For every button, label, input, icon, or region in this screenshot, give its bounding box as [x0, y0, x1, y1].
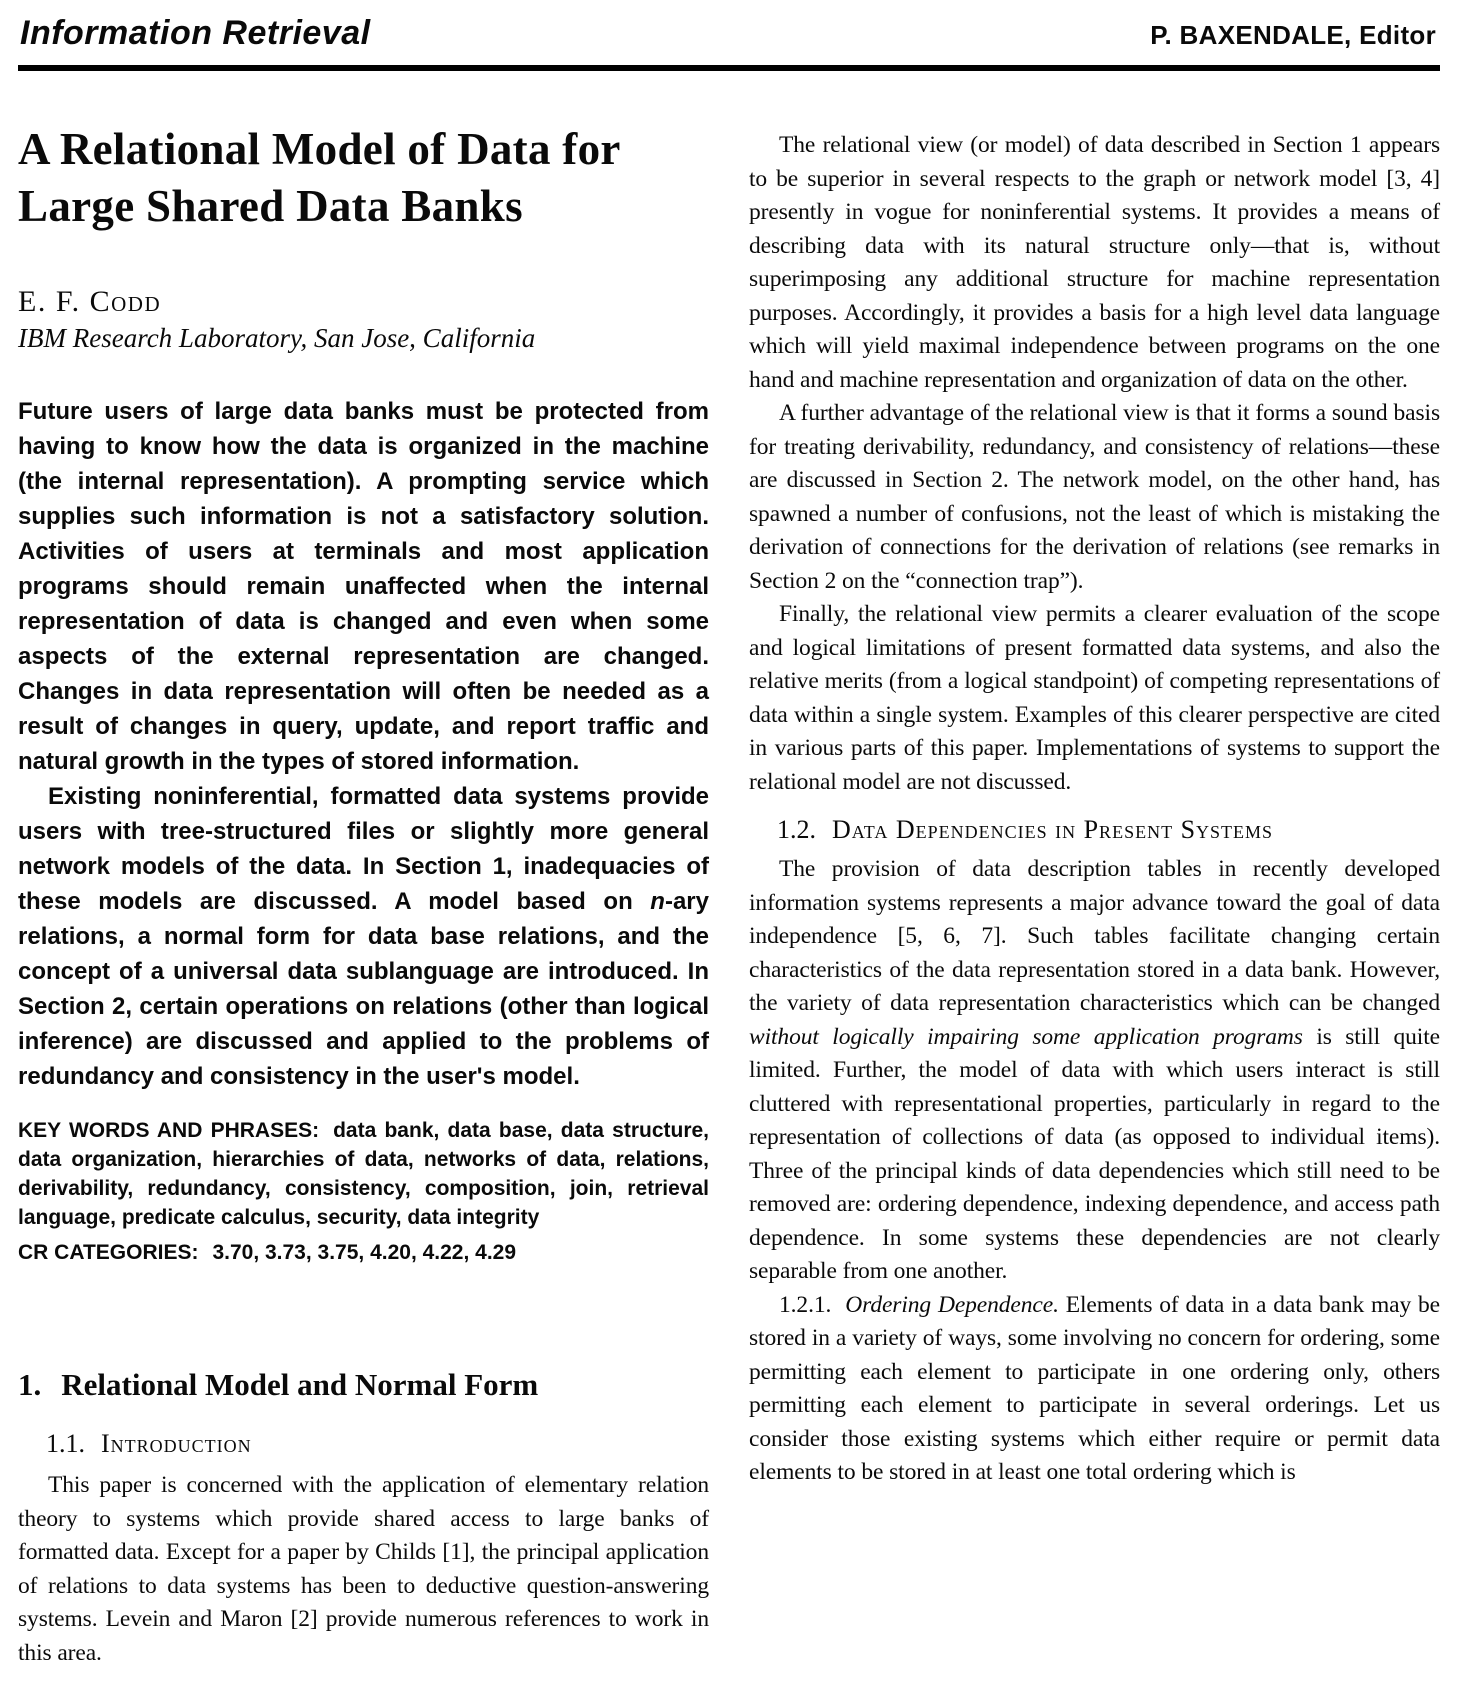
author-affiliation: IBM Research Laboratory, San Jose, California	[18, 323, 536, 353]
paragraph-further-advantage: A further advantage of the relational view is that it forms a sound basis for treating derivability, redundancy, and consistency of relations—these are discussed in Section 2. The network model, on the other hand, has spawned a number of confusions, not the least of which is mistaking the derivation of connections for the derivation of relations (see remarks in Section 2 on the “connection trap”).	[749, 400, 1440, 594]
two-column-layout	[0, 71, 1458, 1670]
paragraph-relational-view: The relational view (or model) of data described in Section 1 appears to be superior in several respects to the graph or network model [3, 4] presently in vogue for noninferential systems. It provides a means of describing data with its natural structure only—that is, without superimposing any additional structure for machine representation purposes. Accordingly, it provides a basis for a high level data language which will yield maximal independence between programs on the one hand and machine representation and organization of data on the other.	[749, 132, 1440, 393]
left-column	[18, 71, 709, 1670]
subsection-1-2-number: 1.2.	[777, 815, 816, 844]
section-1-title: Relational Model and Normal Form	[61, 1367, 539, 1402]
p4-post: is still quite limited. Further, the model of data with which users interact is still cluttered with representational properties, particularly in regard to the representation of collections of data (as opposed to individual items). Three of the principal kinds of data dependencies which still need to be removed are: ordering dependence, indexing dependence, and access path dependence. In some systems these dependencies are not clearly separable from one another.	[749, 1023, 1440, 1284]
subsection-1-2-heading	[749, 815, 1440, 845]
paragraph-ordering-dependence	[749, 1289, 1440, 1490]
editor-credit: P. BAXENDALE, Editor	[1150, 20, 1436, 50]
journal-header	[0, 0, 1458, 53]
abstract-p2-pre: Existing noninferential, formatted data systems provide users with tree-structured files or slightly more general network models of the data. In Section 1, inadequacies of these models are discussed. A model based on	[18, 783, 709, 915]
subsection-1-1-heading	[18, 1429, 709, 1459]
abstract-p2-post: -ary relations, a normal form for data base relations, and the concept of a universal data sublanguage are introduced. In Section 2, certain operations on relations (other than logical inference) are discussed and applied to the problems of redundancy and consistency in the user's model.	[18, 888, 709, 1090]
subsection-1-2-title: Data Dependencies in Present Systems	[832, 815, 1274, 844]
subsection-1-1-title: Introduction	[101, 1429, 252, 1458]
title-line-2: Large Shared Data Banks	[18, 181, 523, 231]
journal-section-title: Information Retrieval	[20, 14, 371, 52]
cr-categories-values: 3.70, 3.73, 3.75, 4.20, 4.22, 4.29	[212, 1241, 517, 1264]
title-line-1: A Relational Model of Data for	[18, 124, 621, 174]
paragraph-data-description-tables	[749, 853, 1440, 1289]
subsection-1-2-1-title: Ordering Dependence.	[845, 1291, 1059, 1318]
subsection-1-2-1-number: 1.2.1.	[779, 1291, 832, 1318]
cr-categories-label: CR CATEGORIES:	[18, 1241, 199, 1264]
p5-post: Elements of data in a data bank may be stored in a variety of ways, some involving no concern for ordering, some permitting each element to participate in one ordering only, others permitting each element to participate in several orderings. Let us consider those existing systems which either require or permit data elements to be stored in at least one total ordering which is	[749, 1291, 1440, 1485]
section-1-number: 1.	[18, 1367, 42, 1402]
abstract-paragraph-1: Future users of large data banks must be protected from having to know how the data is organized in the machine (the internal representation). A prompting service which supplies such information is not a satisfactory solution. Activities of users at terminals and most application programs should remain unaffected when the internal representation of data is changed and even when some aspects of the external representation are changed. Changes in data representation will often be needed as a result of changes in query, update, and report traffic and natural growth in the types of stored information.	[18, 398, 709, 775]
section-1-heading	[18, 1367, 709, 1403]
introduction-paragraph: This paper is concerned with the application of elementary relation theory to systems which provide shared access to large banks of formatted data. Except for a paper by Childs [1], the principal application of relations to data systems has been to deductive question-answering systems. Levein and Maron [2] provide numerous references to work in this area.	[18, 1472, 709, 1666]
keywords-block	[18, 1116, 709, 1232]
author-name: E. F. Codd	[18, 285, 162, 318]
abstract-p2-italic: n	[650, 888, 665, 915]
cr-categories-block	[18, 1238, 709, 1267]
abstract-paragraph-2	[18, 779, 709, 1094]
p4-italic: without logically impairing some application programs	[749, 1023, 1303, 1050]
keywords-label: KEY WORDS AND PHRASES:	[18, 1119, 320, 1142]
p4-pre: The provision of data description tables in recently developed information systems represents a major advance toward the goal of data independence [5, 6, 7]. Such tables facilitate changing certain characteristics of the data representation stored in a data bank. However, the variety of data representation characteristics which can be changed	[749, 856, 1440, 1016]
paragraph-clearer-evaluation: Finally, the relational view permits a clearer evaluation of the scope and logical limitations of present formatted data systems, and also the relative merits (from a logical standpoint) of competing representations of data within a single system. Examples of this clearer perspective are cited in various parts of this paper. Implementations of systems to support the relational model are not discussed.	[749, 601, 1440, 795]
subsection-1-1-number: 1.1.	[46, 1429, 85, 1458]
paper-title	[18, 121, 709, 235]
right-column	[749, 71, 1440, 1670]
keywords-list: data bank, data base, data structure, data organization, hierarchies of data, networks of data, relations, derivability, redundancy, consistency, composition, join, retrieval language, predicate calculus, security, data integrity	[18, 1119, 710, 1229]
